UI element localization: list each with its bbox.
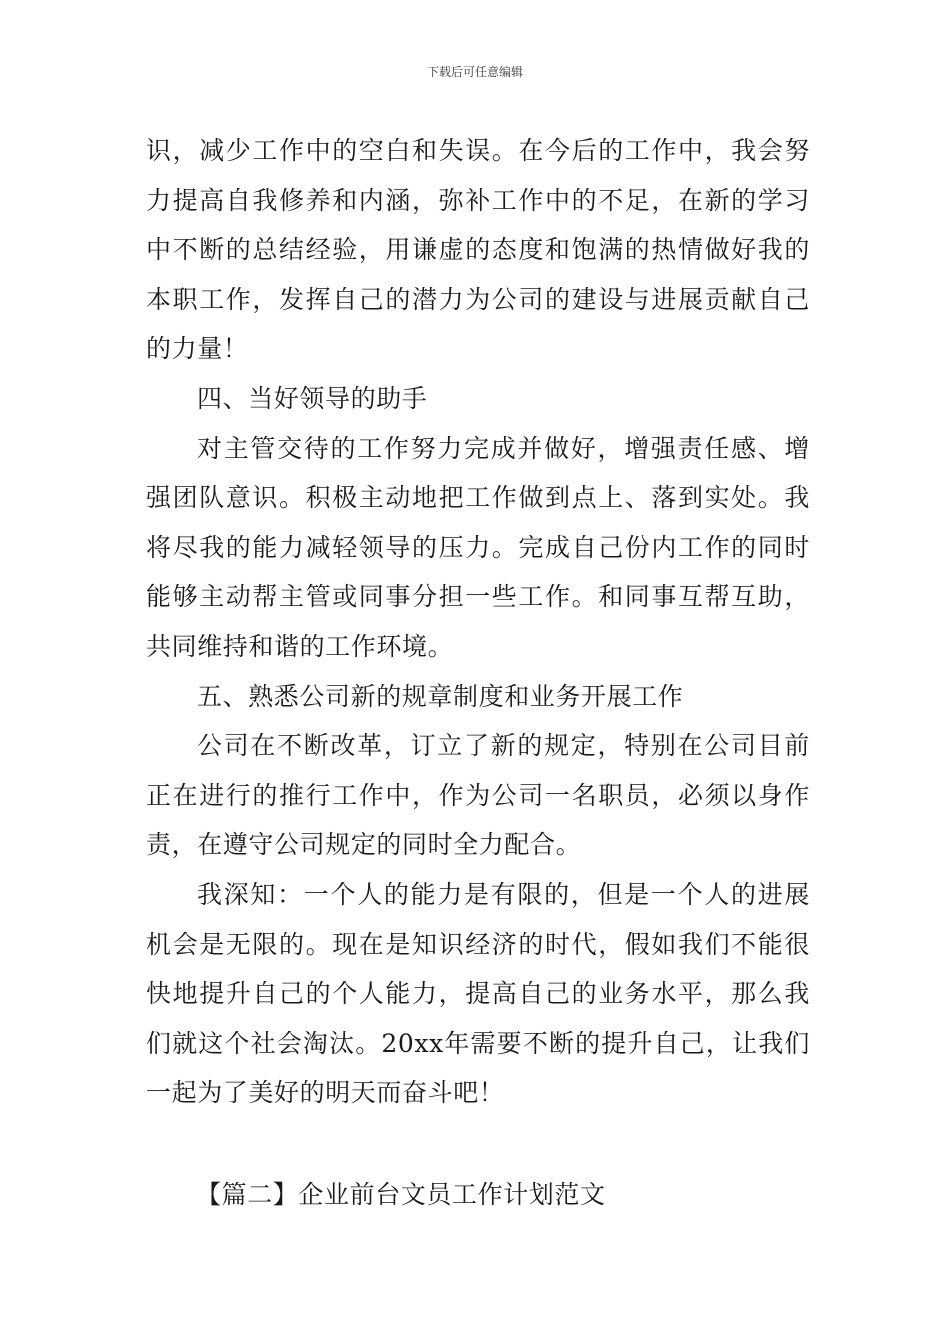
paragraph-assistant: 对主管交待的工作努力完成并做好，增强责任感、增强团队意识。积极主动地把工作做到点上、落到实处。我将尽我的能力减轻领导的压力。完成自己份内工作的同时能够主动帮主管或同事分担一些工作。和同事互帮互助，共同维持和谐的工作环境。 bbox=[146, 433, 810, 661]
section-title-part-two: 【篇二】企业前台文员工作计划范文 bbox=[196, 1180, 606, 1209]
paragraph-conclusion: 我深知：一个人的能力是有限的，但是一个人的进展机会是无限的。现在是知识经济的时代，假如我们不能很快地提升自己的个人能力，提高自己的业务水平，那么我们就这个社会淘汰。20xx年需要不断的提升自己，让我们一起为了美好的明天而奋斗吧！ bbox=[146, 879, 810, 1108]
paragraph-continued: 识，减少工作中的空白和失误。在今后的工作中，我会努力提高自我修养和内涵，弥补工作中的不足，在新的学习中不断的总结经验，用谦虚的态度和饱满的热情做好我的本职工作，发挥自己的潜力为公司的建设与进展贡献自己的力量！ bbox=[146, 136, 810, 364]
heading-section-four: 四、当好领导的助手 bbox=[197, 383, 428, 413]
paragraph-regulations: 公司在不断改革，订立了新的规定，特别在公司目前正在进行的推行工作中，作为公司一名职员，必须以身作责，在遵守公司规定的同时全力配合。 bbox=[146, 731, 810, 860]
heading-section-five: 五、熟悉公司新的规章制度和业务开展工作 bbox=[197, 681, 684, 711]
document-body bbox=[146, 126, 810, 1118]
page-header: 下载后可任意编辑 bbox=[426, 65, 523, 79]
